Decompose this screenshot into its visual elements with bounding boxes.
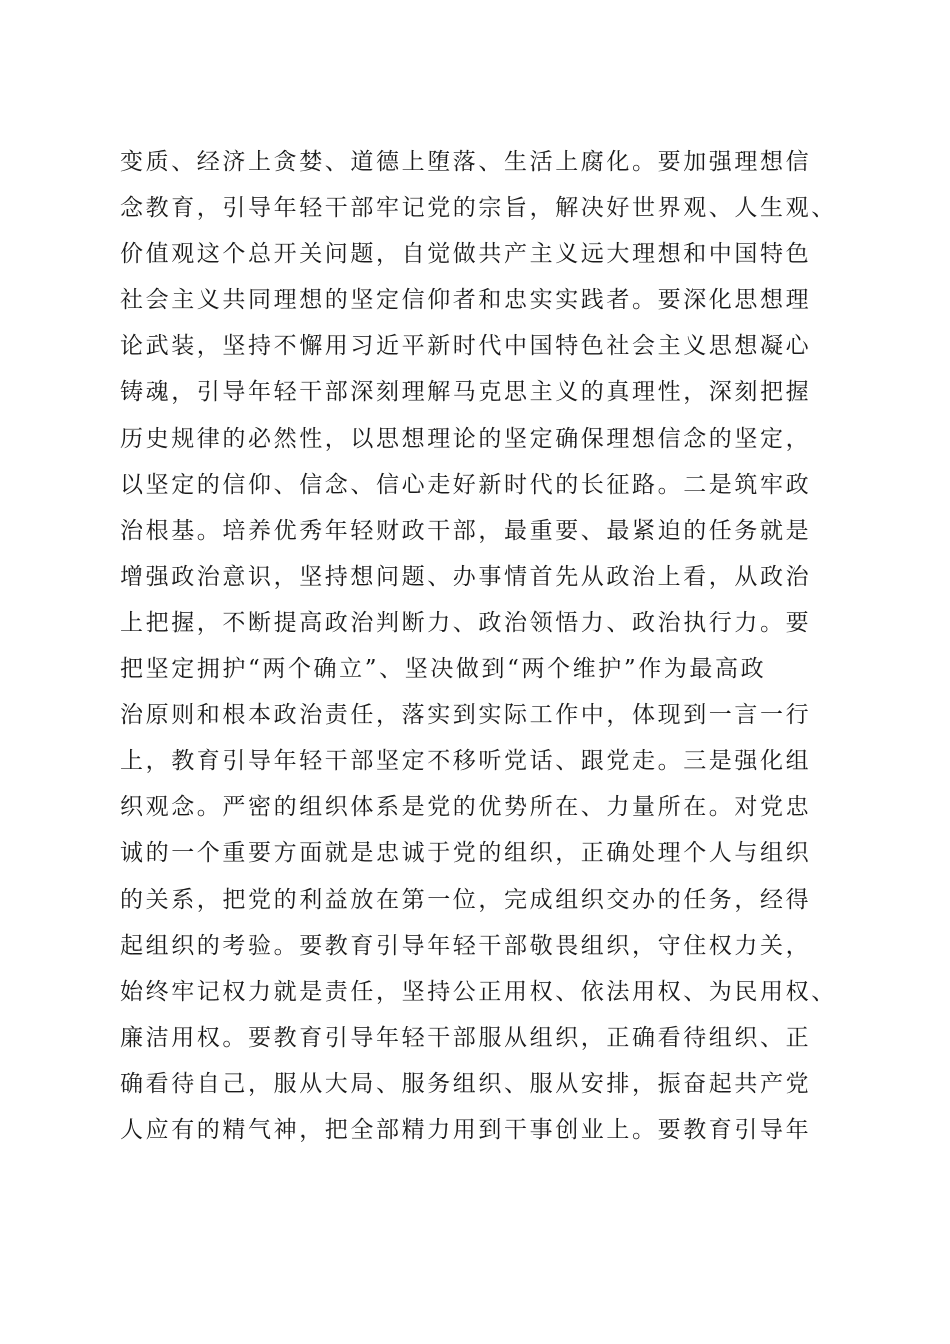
text-line: 把坚定拥护“两个确立”、坚决做到“两个维护”作为最高政 — [120, 656, 767, 683]
text-line: 以坚定的信仰、信念、信心走好新时代的长征路。二是筑牢政 — [120, 471, 812, 498]
text-line: 织观念。严密的组织体系是党的优势所在、力量所在。对党忠 — [120, 794, 812, 821]
text-line: 始终牢记权力就是责任，坚持公正用权、依法用权、为民用权、 — [120, 978, 837, 1005]
text-line: 起组织的考验。要教育引导年轻干部敬畏组织，守住权力关， — [120, 932, 812, 959]
text-line: 增强政治意识，坚持想问题、办事情首先从政治上看，从政治 — [120, 563, 812, 590]
text-line: 铸魂，引导年轻干部深刻理解马克思主义的真理性，深刻把握 — [120, 379, 812, 406]
text-line: 人应有的精气神，把全部精力用到干事创业上。要教育引导年 — [120, 1116, 812, 1143]
text-line: 变质、经济上贪婪、道德上堕落、生活上腐化。要加强理想信 — [120, 149, 812, 175]
text-line: 社会主义共同理想的坚定信仰者和忠实实践者。要深化思想理 — [120, 287, 812, 314]
text-line: 价值观这个总开关问题，自觉做共产主义远大理想和中国特色 — [120, 241, 812, 268]
text-line: 论武装，坚持不懈用习近平新时代中国特色社会主义思想凝心 — [120, 333, 812, 360]
text-line: 诚的一个重要方面就是忠诚于党的组织，正确处理个人与组织 — [120, 840, 812, 867]
text-line: 念教育，引导年轻干部牢记党的宗旨，解决好世界观、人生观、 — [120, 195, 837, 222]
text-line: 廉洁用权。要教育引导年轻干部服从组织，正确看待组织、正 — [120, 1024, 812, 1051]
text-line: 上把握，不断提高政治判断力、政治领悟力、政治执行力。要 — [120, 609, 812, 636]
text-line: 确看待自己，服从大局、服务组织、服从安排，振奋起共产党 — [120, 1070, 812, 1097]
body-paragraph — [120, 139, 840, 1153]
text-line: 治根基。培养优秀年轻财政干部，最重要、最紧迫的任务就是 — [120, 517, 812, 544]
text-line: 的关系，把党的利益放在第一位，完成组织交办的任务，经得 — [120, 886, 812, 913]
text-line: 治原则和根本政治责任，落实到实际工作中，体现到一言一行 — [120, 702, 812, 729]
text-line: 历史规律的必然性，以思想理论的坚定确保理想信念的坚定， — [120, 425, 812, 452]
text-line: 上，教育引导年轻干部坚定不移听党话、跟党走。三是强化组 — [120, 748, 812, 775]
